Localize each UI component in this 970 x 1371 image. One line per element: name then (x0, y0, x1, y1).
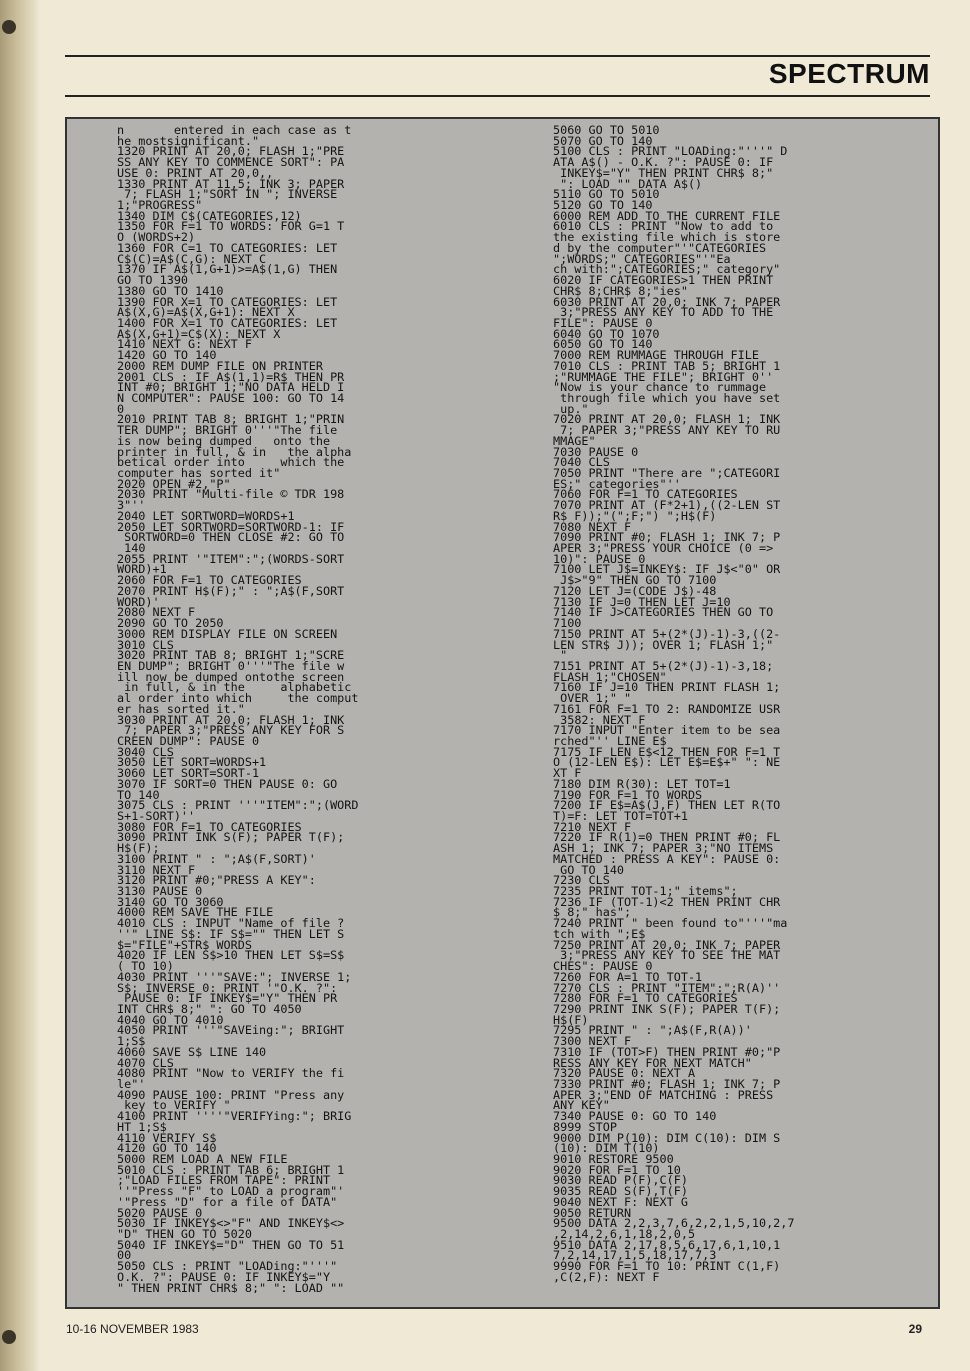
listing-line: 9030 READ P(F),C(F) (553, 1173, 688, 1188)
listing-line: FLASH 1;"CHOSEN" (553, 669, 667, 684)
listing-line: 1;"PROGRESS" (117, 198, 203, 213)
listing-line: al order into which the comput (117, 691, 359, 706)
listing-line: MMAGE" (553, 433, 596, 448)
listing-line: 4120 GO TO 140 (117, 1141, 217, 1156)
listing-line: 7236 IF (TOT-1)<2 THEN PRINT CHR (553, 894, 781, 909)
listing-line: 7235 PRINT TOT-1;" items"; (553, 884, 738, 899)
page-binding-shadow (0, 0, 40, 1371)
listing-line: 1;S$ (117, 1034, 146, 1049)
listing-line: 7100 (553, 616, 582, 631)
listing-line: 10)": PAUSE 0 (553, 551, 646, 566)
listing-line: 1350 FOR F=1 TO WORDS: FOR G=1 T (117, 219, 345, 234)
listing-line: 5060 GO TO 5010 (553, 125, 660, 137)
listing-line: 4050 PRINT '''"SAVEing:"; BRIGHT (117, 1023, 345, 1038)
listing-line: 9050 RETURN (553, 1205, 632, 1220)
listing-line: 5100 CLS : PRINT "LOADing:"'''" D (553, 144, 788, 159)
listing-line: WORD)+1 (117, 562, 167, 577)
binding-hole (2, 1330, 16, 1344)
listing-line: key to VERIFY " (117, 1098, 231, 1113)
listing-line: d by the computer"'"CATEGORIES (553, 240, 767, 255)
listing-line: 7170 INPUT "Enter item to be sea (553, 723, 781, 738)
listing-line: 2040 LET SORTWORD=WORDS+1 (117, 508, 295, 523)
listing-line: $ 8;" has"; (553, 905, 632, 920)
listing-line: 4020 IF LEN S$>10 THEN LET S$=S$ (117, 948, 345, 963)
listing-line: GO TO 140 (553, 862, 625, 877)
listing-line: in full, & in the alphabetic (117, 680, 352, 695)
listing-line: 1340 DIM C$(CATEGORIES,12) (117, 208, 302, 223)
listing-line: 7000 REM RUMMAGE THROUGH FILE (553, 348, 759, 363)
listing-line: CREEN DUMP": PAUSE 0 (117, 733, 260, 748)
listing-line: 3020 PRINT TAB 8; BRIGHT 1;"SCRE (117, 648, 345, 663)
listing-line: 3110 NEXT F (117, 862, 196, 877)
listing-line: 6000 REM ADD TO THE CURRENT FILE (553, 208, 781, 223)
listing-line: 1420 GO TO 140 (117, 348, 217, 363)
listing-line: 4110 VERIFY S$ (117, 1130, 217, 1145)
listing-line: " (553, 648, 568, 663)
listing-line: 7320 PAUSE 0: NEXT A (553, 1066, 696, 1081)
listing-line: 7200 IF E$=A$(J,F) THEN LET R(TO (553, 798, 781, 813)
listing-line: WORD)' (117, 594, 160, 609)
listing-line: 5040 IF INKEY$="D" THEN GO TO 51 (117, 1237, 345, 1252)
listing-line: 3000 REM DISPLAY FILE ON SCREEN (117, 626, 338, 641)
listing-line: 9040 NEXT F: NEXT G (553, 1194, 688, 1209)
listing-line: PAUSE 0: IF INKEY$="Y" THEN PR (117, 991, 338, 1006)
listing-line: 7080 NEXT F (553, 519, 632, 534)
listing-line: 1400 FOR X=1 TO CATEGORIES: LET (117, 315, 338, 330)
listing-right-column (553, 125, 905, 1283)
listing-line: 6050 GO TO 140 (553, 337, 653, 352)
listing-line: ": LOAD "" DATA A$() (553, 176, 703, 191)
listing-line: APER 3;"END OF MATCHING : PRESS (553, 1087, 774, 1102)
listing-line: 1390 FOR X=1 TO CATEGORIES: LET (117, 294, 338, 309)
listing-line: MATCHED : PRESS A KEY": PAUSE 0: (553, 851, 781, 866)
listing-line: 4090 PAUSE 100: PRINT "Press any (117, 1087, 345, 1102)
listing-line: rched"'' LINE E$ (553, 733, 667, 748)
listing-line: 7100 LET J$=INKEY$: IF J$<"0" OR (553, 562, 781, 577)
listing-line: 2060 FOR F=1 TO CATEGORIES (117, 573, 302, 588)
listing-line: 7130 IF J=0 THEN LET J=10 (553, 594, 731, 609)
listing-line: R$ F));"(";F;") ";H$(F) (553, 508, 717, 523)
listing-line: GO TO 1390 (117, 273, 189, 288)
listing-line: the existing file which is store (553, 230, 781, 245)
listing-line: $="FILE"+STR$ WORDS (117, 937, 252, 952)
listing-line: 7010 CLS : PRINT TAB 5; BRIGHT 1 (553, 358, 781, 373)
listing-line: 00 (117, 1248, 132, 1263)
listing-line: ''" LINE S$: IF S$="" THEN LET S (117, 926, 345, 941)
listing-line: XT F (553, 766, 582, 781)
listing-line: is now being dumped onto the (117, 433, 331, 448)
listing-line: A$(X,G+1)=C$(X): NEXT X (117, 326, 281, 341)
listing-line: 2030 PRINT "Multi-file © TDR 198 (117, 487, 345, 502)
listing-line: computer has sorted it" (117, 466, 281, 480)
listing-line: 7120 LET J=(CODE J$)-48 (553, 583, 717, 598)
listing-line: HT 1;S$ (117, 1119, 167, 1134)
listing-line: 1370 IF A$(1,G+1)>=A$(1,G) THEN (117, 262, 338, 277)
listing-line: 9990 FOR F=1 TO 10: PRINT C(1,F) (553, 1259, 781, 1274)
listing-line: 3080 FOR F=1 TO CATEGORIES (117, 819, 302, 834)
listing-line: 2055 PRINT '"ITEM":";(WORDS-SORT (117, 551, 345, 566)
listing-line: 6040 GO TO 1070 (553, 326, 660, 341)
listing-line: 6030 PRINT AT 20,0; INK 7; PAPER (553, 294, 781, 309)
listing-left-column (117, 125, 469, 1293)
listing-line: USE 0: PRINT AT 20,0,, (117, 165, 274, 180)
listing-line: ,C(2,F): NEXT F (553, 1269, 660, 1283)
listing-line: ES;" categories"'' (553, 476, 681, 491)
listing-line: 7180 DIM R(30): LET TOT=1 (553, 776, 731, 791)
listing-line: H$(F) (553, 1012, 589, 1027)
listing-line: 7151 PRINT AT 5+(2*(J)-1)-3,18; (553, 658, 774, 673)
listing-line: ATA A$() - O.K. ?": PAUSE 0: IF (553, 155, 774, 170)
program-listing-panel (65, 117, 940, 1309)
listing-line: 7210 NEXT F (553, 819, 632, 834)
listing-line: ;"RUMMAGE THE FILE"; BRIGHT 0'' (553, 369, 774, 384)
listing-line: 7030 PAUSE 0 (553, 444, 639, 459)
listing-line: RESS ANY KEY FOR NEXT MATCH" (553, 1055, 752, 1070)
listing-line: 7090 PRINT #0; FLASH 1; INK 7; P (553, 530, 781, 545)
listing-line: 5110 GO TO 5010 (553, 187, 660, 202)
listing-line: 7280 FOR F=1 TO CATEGORIES (553, 991, 738, 1006)
listing-line: 7175 IF LEN E$<12 THEN FOR F=1 T (553, 744, 781, 759)
listing-line: 4080 PRINT "Now to VERIFY the fi (117, 1066, 345, 1081)
listing-line: CHR$ 8;CHR$ 8;"ies" (553, 283, 688, 298)
listing-line: 3075 CLS : PRINT '''"ITEM":";(WORD (117, 798, 359, 813)
listing-line: 7,2,14,17,1,5,18,17,7,3 (553, 1248, 717, 1263)
listing-line: 3070 IF SORT=0 THEN PAUSE 0: GO (117, 776, 338, 791)
listing-line: 7160 IF J=10 THEN PRINT FLASH 1; (553, 680, 781, 695)
listing-line: 7020 PRINT AT 20,0; FLASH 1; INK (553, 412, 781, 427)
section-header (65, 58, 930, 90)
listing-line: 3140 GO TO 3060 (117, 894, 224, 909)
listing-line: INKEY$="Y" THEN PRINT CHR$ 8;" (553, 165, 774, 180)
listing-line: 7; PAPER 3;"PRESS ANY KEY FOR S (117, 723, 345, 738)
listing-line: 7040 CLS (553, 455, 610, 470)
listing-line: SORTWORD=0 THEN CLOSE #2: GO TO (117, 530, 345, 545)
listing-line: 4000 REM SAVE THE FILE (117, 905, 274, 920)
listing-line: LEN STR$ J)); OVER 1; FLASH 1;" (553, 637, 774, 652)
listing-line: 3050 LET SORT=WORDS+1 (117, 755, 267, 770)
listing-line: INT CHR$ 8;" ": GO TO 4050 (117, 1001, 302, 1016)
listing-line: 6010 CLS : PRINT "Now to add to (553, 219, 774, 234)
listing-line: 3582: NEXT F (553, 712, 646, 727)
listing-line: 4030 PRINT '''"SAVE:"; INVERSE 1; (117, 969, 352, 984)
section-title: SPECTRUM (768, 58, 930, 89)
listing-line: ";WORDS;" CATEGORIES"'"Ea (553, 251, 731, 266)
header-bottom-rule (65, 95, 930, 97)
listing-line: 7330 PRINT #0; FLASH 1; INK 7; P (553, 1076, 781, 1091)
listing-line: 3010 CLS (117, 637, 174, 652)
listing-line: 9510 DATA 2,17,8,5,6,17,6,1,10,1 (553, 1237, 781, 1252)
listing-line: 9020 FOR F=1 TO 10 (553, 1162, 681, 1177)
listing-line: 3100 PRINT " : ";A$(F,SORT)' (117, 851, 316, 866)
listing-line: 5010 CLS : PRINT TAB 6; BRIGHT 1 (117, 1162, 345, 1177)
listing-line: T)=F: LET TOT=TOT+1 (553, 809, 688, 823)
listing-line: 140 (117, 541, 146, 556)
listing-line: 7310 IF (TOT>F) THEN PRINT #0;"P (553, 1044, 781, 1059)
listing-line: A$(X,G)=A$(X,G+1): NEXT X (117, 305, 295, 320)
listing-line: 2080 NEXT F (117, 605, 196, 620)
listing-line: EN DUMP"; BRIGHT 0'''"The file w (117, 658, 345, 673)
listing-line: 3;"PRESS ANY KEY TO ADD TO THE (553, 305, 774, 320)
listing-line: 5070 GO TO 140 (553, 133, 653, 148)
listing-line: 7270 CLS : PRINT "ITEM":";R(A)'' (553, 980, 781, 995)
listing-line: "Now is your chance to rummage (553, 380, 767, 395)
listing-line: 5050 CLS : PRINT "LOADing:"'''" (117, 1259, 338, 1274)
listing-line: 3030 PRINT AT 20,0; FLASH 1; INK (117, 712, 345, 727)
listing-line: 4100 PRINT ''''"VERIFYing:"; BRIG (117, 1109, 352, 1124)
listing-line: up." (553, 401, 589, 416)
listing-line: 2090 GO TO 2050 (117, 616, 224, 631)
listing-line: " THEN PRINT CHR$ 8;" ": LOAD "" (117, 1280, 345, 1294)
listing-line: 2010 PRINT TAB 8; BRIGHT 1;"PRIN (117, 412, 345, 427)
listing-line: 5030 IF INKEY$<>"F" AND INKEY$<> (117, 1216, 345, 1231)
listing-line: 9000 DIM P(10): DIM C(10): DIM S (553, 1130, 781, 1145)
listing-line: ASH 1; INK 7; PAPER 3;"NO ITEMS (553, 841, 774, 856)
listing-line: CHES": PAUSE 0 (553, 959, 653, 974)
listing-line: 7300 NEXT F (553, 1034, 632, 1049)
listing-line: 3130 PAUSE 0 (117, 884, 203, 899)
listing-line: 3"'' (117, 498, 146, 513)
listing-line: 7230 CLS (553, 873, 610, 888)
listing-line: TER DUMP"; BRIGHT 0'''"The file (117, 423, 338, 438)
listing-line: 2000 REM DUMP FILE ON PRINTER (117, 358, 323, 373)
listing-line: S$; INVERSE 0: PRINT '"O.K. ?": (117, 980, 338, 995)
listing-line: OVER 1;" " (553, 691, 632, 706)
listing-line: 0 (117, 401, 125, 416)
listing-line: ,2,14,2,6,1,18,2,0,5 (553, 1227, 696, 1242)
listing-line: ''"Press "F" to LOAD a program"' (117, 1184, 345, 1199)
listing-line: 4070 CLS (117, 1055, 174, 1070)
listing-line: printer in full, & in the alpha (117, 444, 352, 459)
listing-line: 7240 PRINT " been found to"'''"ma (553, 916, 788, 931)
listing-line: FILE": PAUSE 0 (553, 315, 653, 330)
listing-line: 7060 FOR F=1 TO CATEGORIES (553, 487, 738, 502)
header-top-rule (65, 55, 930, 57)
listing-line: 2001 CLS : IF A$(1,1)=R$ THEN PR (117, 369, 345, 384)
listing-line: 5120 GO TO 140 (553, 198, 653, 213)
listing-line: N COMPUTER": PAUSE 100: GO TO 14 (117, 390, 345, 405)
listing-line: er has sorted it." (117, 701, 245, 716)
issue-date: 10-16 NOVEMBER 1983 (66, 1322, 199, 1336)
listing-line: 7161 FOR F=1 TO 2: RANDOMIZE USR (553, 701, 781, 716)
listing-line: 7250 PRINT AT 20,0; INK 7; PAPER (553, 937, 781, 952)
listing-line: 7190 FOR F=1 TO WORDS (553, 787, 703, 802)
page-number: 29 (908, 1322, 922, 1336)
listing-line: 7; FLASH 1;"SORT IN "; INVERSE (117, 187, 338, 202)
listing-line: le"' (117, 1076, 146, 1091)
listing-line: n entered in each case as t (117, 125, 352, 137)
listing-line: 7050 PRINT "There are ";CATEGORI (553, 466, 781, 480)
listing-line: ;"LOAD FILES FROM TAPE": PRINT (117, 1173, 331, 1188)
listing-line: "D" THEN GO TO 5020 (117, 1227, 252, 1242)
listing-line: 2070 PRINT H$(F);" : ";A$(F,SORT (117, 583, 345, 598)
listing-line: 9500 DATA 2,2,3,7,6,2,2,1,5,10,2,7 (553, 1216, 795, 1231)
listing-line: 2020 OPEN #2,"P" (117, 476, 231, 491)
listing-line: 4010 CLS : INPUT "Name of file ? (117, 916, 345, 931)
listing-line: 7070 PRINT AT (F*2+1),((2-LEN ST (553, 498, 781, 513)
listing-line: C$(C)=A$(C,G): NEXT C (117, 251, 267, 266)
listing-line: 5000 REM LOAD A NEW FILE (117, 1152, 288, 1166)
listing-line: H$(F); (117, 841, 160, 856)
listing-line: 3060 LET SORT=SORT-1 (117, 766, 260, 781)
listing-line: ch with:";CATEGORIES;" category" (553, 262, 781, 277)
listing-line: TO 140 (117, 787, 160, 802)
binding-hole (2, 20, 16, 34)
listing-line: through file which you have set (553, 390, 781, 405)
listing-line: 9010 RESTORE 9500 (553, 1152, 674, 1166)
listing-line: O.K. ?": PAUSE 0: IF INKEY$="Y (117, 1269, 331, 1284)
listing-line: 7140 IF J>CATEGORIES THEN GO TO (553, 605, 774, 620)
listing-line: 8999 STOP (553, 1119, 617, 1134)
listing-line: APER 3;"PRESS YOUR CHOICE (0 => (553, 541, 774, 556)
listing-line: 7340 PAUSE 0: GO TO 140 (553, 1109, 717, 1124)
listing-line: 2050 LET SORTWORD=SORTWORD-1: IF (117, 519, 345, 534)
listing-line: 3;"PRESS ANY KEY TO SEE THE MAT (553, 948, 781, 963)
listing-line: 3120 PRINT #0;"PRESS A KEY": (117, 873, 316, 888)
listing-line: 6020 IF CATEGORIES>1 THEN PRINT (553, 273, 774, 288)
listing-line: tch with ";E$ (553, 926, 646, 941)
listing-line: 1320 PRINT AT 20,0; FLASH 1;"PRE (117, 144, 345, 159)
listing-line: (10): DIM T(10) (553, 1141, 660, 1156)
listing-line: 1330 PRINT AT 11,5; INK 3; PAPER (117, 176, 345, 191)
listing-line: 7295 PRINT " : ";A$(F,R(A))' (553, 1023, 752, 1038)
listing-line: 1410 NEXT G: NEXT F (117, 337, 252, 352)
listing-line: S+1-SORT)'' (117, 809, 196, 823)
listing-line: 3090 PRINT INK S(F); PAPER T(F); (117, 830, 345, 845)
listing-line: INT #0; BRIGHT 1;"NO DATA HELD I (117, 380, 345, 395)
listing-line: ANY KEY" (553, 1098, 610, 1113)
listing-line: SS ANY KEY TO COMMENCE SORT": PA (117, 155, 345, 170)
listing-line: 7150 PRINT AT 5+(2*(J)-1)-3,((2- (553, 626, 781, 641)
listing-line: betical order into which the (117, 455, 345, 470)
listing-line: O (12-LEN E$): LET E$=E$+" ": NE (553, 755, 781, 770)
listing-line: 7220 IF R(1)=0 THEN PRINT #0; FL (553, 830, 781, 845)
listing-line: he mostsignificant." (117, 133, 260, 148)
listing-line: 3040 CLS (117, 744, 174, 759)
listing-line: 4060 SAVE S$ LINE 140 (117, 1044, 267, 1059)
listing-line: 7260 FOR A=1 TO TOT-1 (553, 969, 703, 984)
listing-line: 5020 PAUSE 0 (117, 1205, 203, 1220)
listing-line: 7290 PRINT INK S(F); PAPER T(F); (553, 1001, 781, 1016)
listing-line: O (WORDS+2) (117, 230, 196, 245)
listing-line: '"Press "D" for a file of DATA" (117, 1194, 338, 1209)
listing-line: 7; PAPER 3;"PRESS ANY KEY TO RU (553, 423, 781, 438)
listing-line: 9035 READ S(F),T(F) (553, 1184, 688, 1199)
listing-line: 1380 GO TO 1410 (117, 283, 224, 298)
listing-line: 1360 FOR C=1 TO CATEGORIES: LET (117, 240, 338, 255)
listing-line: 4040 GO TO 4010 (117, 1012, 224, 1027)
listing-line: ( TO 10) (117, 959, 174, 974)
listing-line: J$>"9" THEN GO TO 7100 (553, 573, 717, 588)
listing-line: ill now be dumped ontothe screen (117, 669, 345, 684)
